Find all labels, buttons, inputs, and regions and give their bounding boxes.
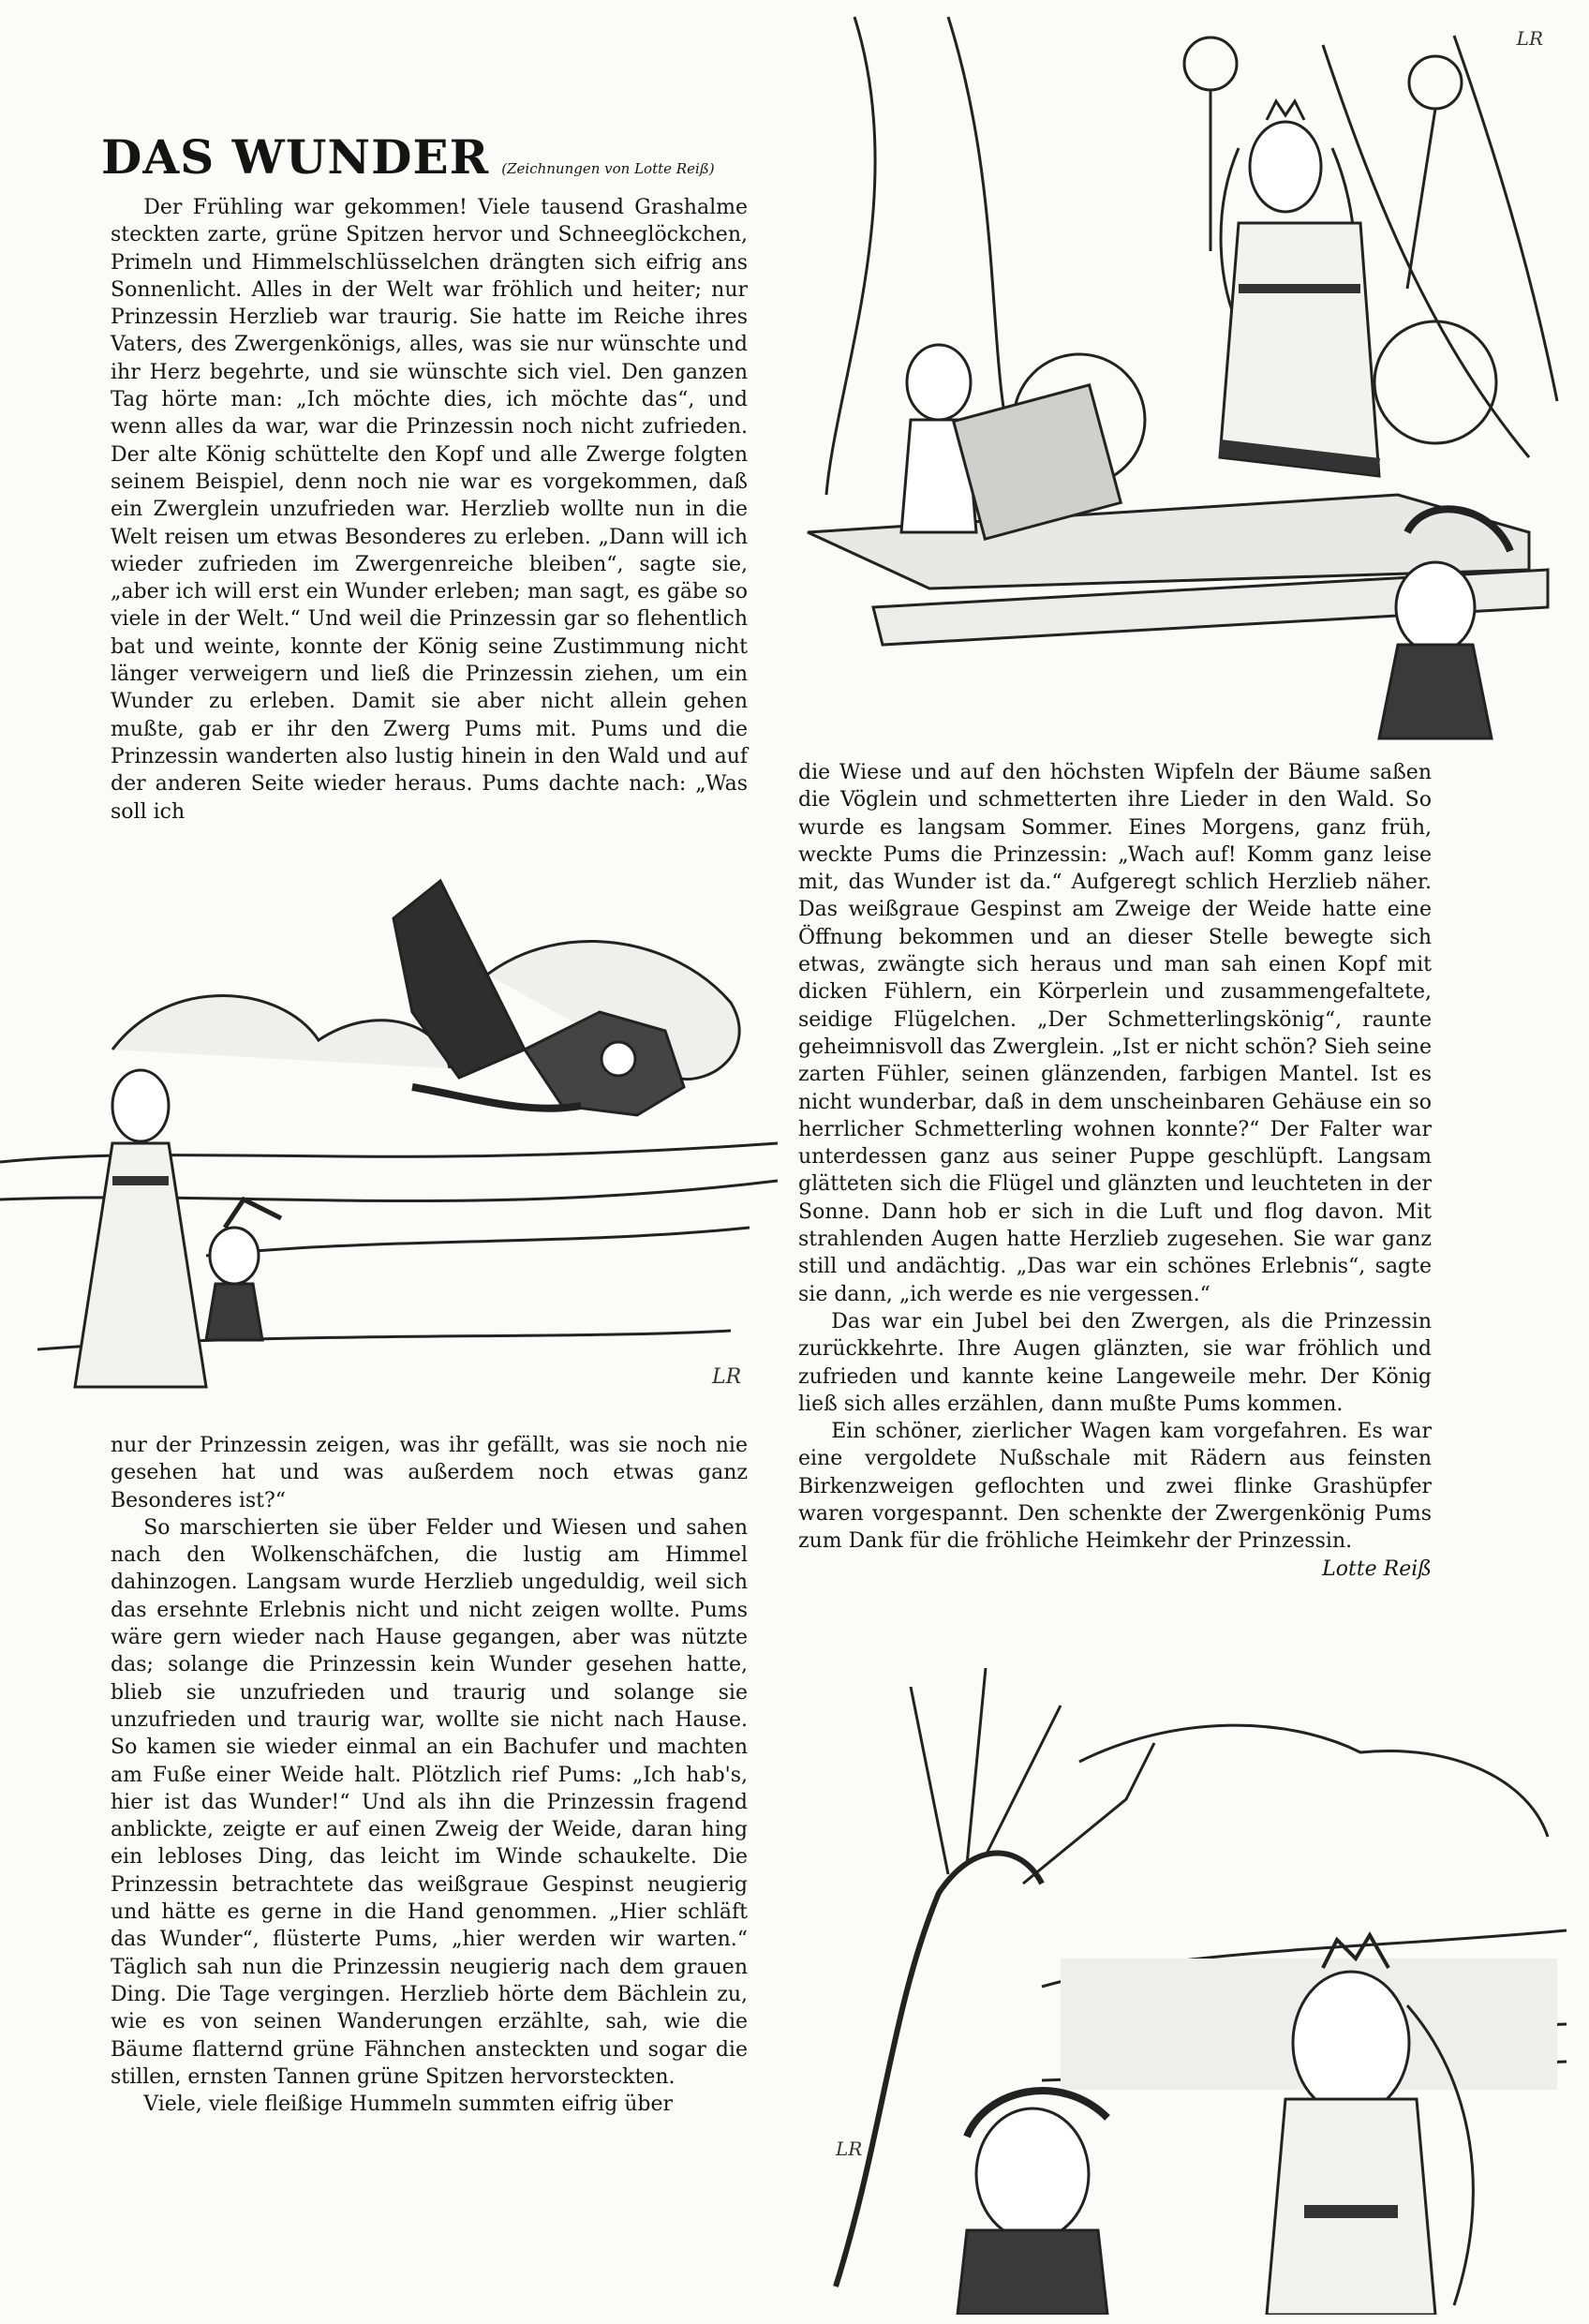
illustration-monogram: LR (712, 1365, 742, 1389)
paragraph: Das war ein Jubel bei den Zwergen, als die Prinzessin zurückkehrte. Ihre Augen glänzten, sie war fröhlich und zufrieden und kannte keine Langeweile mehr. Der König ließ sich alles erzählen, dann mußte Pums kommen. (798, 1309, 1432, 1416)
text-column-3 (798, 759, 1432, 1583)
illustration-credit: (Zeichnungen von Lotte Reiß) (501, 160, 715, 177)
paragraph: Viele, viele fleißige Hummeln summten eifrig über (143, 2093, 673, 2117)
illustration-monogram: LR (836, 2138, 863, 2160)
illustration-willow (798, 1649, 1567, 2315)
article-title: DAS WUNDER (101, 129, 490, 185)
paragraph: Der Frühling war gekommen! Viele tausend Grashalme steckten zarte, grüne Spitzen hervor und Schneeglöckchen, Primeln und Himmelschlüsselchen drängten sich eifrig ans Sonnenlicht. Alles in der Welt war fröhlich und heiter; nur Prinzessin Herzlieb war traurig. Sie hatte im Reiche ihres Vaters, des Zwergenkönigs, alles, was sie nur wünschte und ihr Herz begehrte, und sie wünschte sich viel. Den ganzen Tag hörte man: „Ich möchte dies, ich möchte das“, und wenn alles da war, war die Prinzessin noch nicht zufrieden. Der alte König schüttelte den Kopf und alle Zwerge folgten seinem Beispiel, denn noch nie war es vorgekommen, daß ein Zwerglein unzufrieden war. Herzlieb wollte nun in die Welt reisen um etwas Besonderes zu erleben. „Dann will ich wieder zufrieden im Zwergenreiche bleiben“, sagte sie, „aber ich will erst ein Wunder erleben; man sagt, es gäbe so viele in der Welt.“ Und weil die Prinzessin gar so flehentlich bat und weinte, konnte der König seine Zustimmung nicht länger verweigern und ließ die Prinzessin ziehen, um ein Wunder zu erleben. Damit sie aber nicht allein gehen mußte, gab er ihr den Zwerg Pums mit. Pums und die Prinzessin wanderten also lustig hinein in den Wald und auf der anderen Seite wieder heraus. Pums dachte nach: „Was soll ich (111, 196, 748, 824)
paragraph: Ein schöner, zierlicher Wagen kam vorgefahren. Es war eine vergoldete Nußschale mit Rädern aus feinsten Birkenzweigen geflochten und zwei flinke Grashüpfer waren vorgespannt. Den schenkte der Zwergenkönig Pums zum Dank für die fröhliche Heimkehr der Prinzessin. (798, 1420, 1432, 1554)
article-title-block (101, 129, 715, 186)
butterfly-meadow-drawing (0, 862, 778, 1406)
illustration-butterfly (0, 862, 778, 1406)
illustration-throne (798, 7, 1567, 757)
text-column-1 (111, 194, 748, 826)
author-signature: Lotte Reiß (1322, 1557, 1432, 1581)
princess-throne-drawing (798, 7, 1567, 757)
illustration-monogram: LR (1516, 27, 1543, 50)
text-column-2 (111, 1432, 748, 2118)
paragraph: die Wiese und auf den höchsten Wipfeln der Bäume saßen die Vöglein und schmetterten ihre Lieder in den Wald. So wurde es langsam Sommer. Eines Morgens, ganz früh, weckte Pums die Prinzessin: „Wach auf! Komm ganz leise mit, das Wunder ist da.“ Aufgeregt schlich Herzlieb näher. Das weißgraue Gespinst am Zweige der Weide hatte eine Öffnung bekommen und an dieser Stelle bewegte sich etwas, zwängte sich heraus und man sah einen Kopf mit dicken Fühlern, ein Körperlein und zusammengefaltete, seidige Flügelchen. „Der Schmetterlingskönig“, raunte geheimnisvoll das Zwerglein. „Ist er nicht schön? Sieh seine zarten Fühler, seinen glänzenden, farbigen Mantel. Ist es nicht wunderbar, daß in dem unscheinbaren Gehäuse ein so herrlicher Schmetterling wohnen konnte?“ Der Falter war unterdessen ganz aus seiner Puppe geschlüpft. Langsam glätteten sich die Flügel und glänzten und leuchteten in der Sonne. Dann hob er sich in die Luft und flog davon. Mit strahlenden Augen hatte Herzlieb zugesehen. Sie war ganz still und andächtig. „Das war ein schönes Erlebnis“, sagte sie dann, „ich werde es nie vergessen.“ (798, 761, 1432, 1306)
paragraph: So marschierten sie über Felder und Wiesen und sahen nach den Wolkenschäfchen, die lustig am Himmel dahinzogen. Langsam wurde Herzlieb ungeduldig, weil sich das ersehnte Erlebnis nicht und nicht zeigen wollte. Pums wäre gern wieder nach Hause gegangen, aber was nützte das; solange die Prinzessin kein Wunder gesehen hatte, blieb sie unzufrieden und traurig und solange sie unzufrieden und traurig war, wollte sie nicht nach Hause. So kamen sie wieder einmal an ein Bachufer und machten am Fuße einer Weide halt. Plötzlich rief Pums: „Ich hab's, hier ist das Wunder!“ Und als ihn die Prinzessin fragend anblickte, zeigte er auf einen Zweig der Weide, daran hing ein lebloses Ding, das leicht im Winde schaukelte. Die Prinzessin betrachtete das weißgraue Gespinst neugierig und hätte es gerne in die Hand genommen. „Hier schläft das Wunder“, flüsterte Pums, „hier werden wir warten.“ Täglich sah nun die Prinzessin neugierig nach dem grauen Ding. Die Tage vergingen. Herzlieb hörte dem Bächlein zu, wie es von seinen Wanderungen erzählte, sah, wie die Bäume flatternd grüne Fähnchen ansteckten und sogar die stillen, ernsten Tannen grüne Spitzen hervorsteckten. (111, 1515, 748, 2089)
willow-stream-drawing (798, 1649, 1567, 2315)
paragraph: nur der Prinzessin zeigen, was ihr gefällt, was sie noch nie gesehen hat und was außerdem noch etwas ganz Besonderes ist?“ (111, 1434, 748, 1512)
